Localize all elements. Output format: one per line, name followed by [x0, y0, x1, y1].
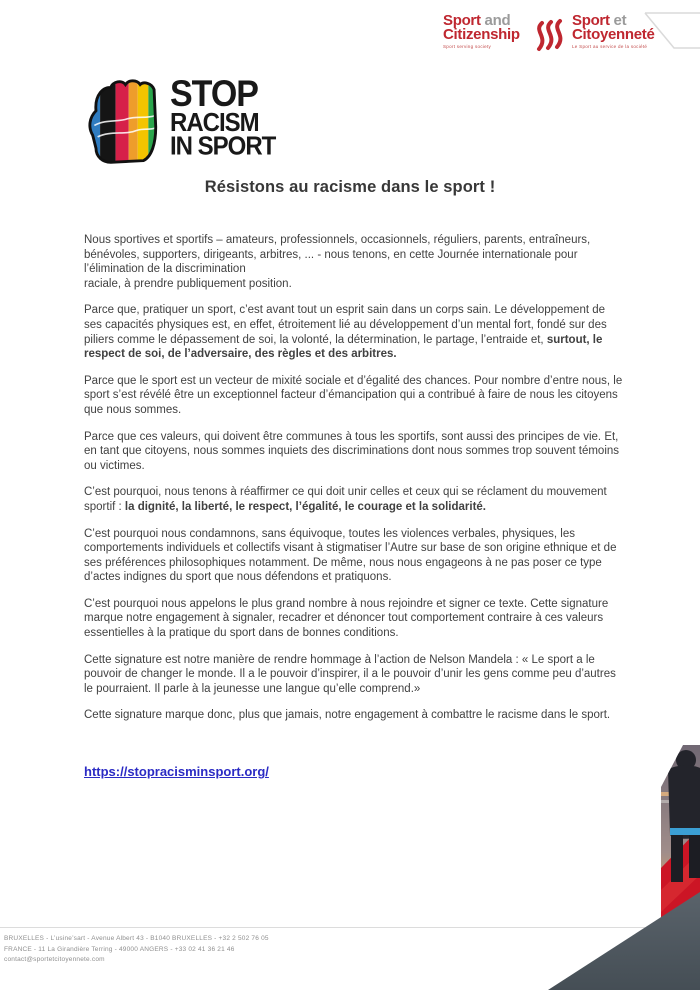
- page-title: Résistons au racisme dans le sport !: [204, 178, 496, 196]
- brand-fr-line1: Sport et: [572, 12, 627, 29]
- paragraph-4: Parce que ces valeurs, qui doivent être communes à tous les sportifs, sont aussi des principes de vie. Et, en tant que citoyens, nous sommes inquiets des discriminations dont nous sommes trop souvent témoins ou victimes.: [84, 430, 620, 472]
- paragraph-5: C’est pourquoi, nous tenons à réaffirmer ce qui doit unir celles et ceux qui se réclament du mouvement sportif : la dignité, la liberté, le respect, l’égalité, le courage et la solidarité.: [84, 486, 607, 513]
- brand-en-line1: Sport and: [443, 12, 511, 29]
- footer-line-email: contact@sportetcitoyennete.com: [4, 956, 105, 963]
- paragraph-9: Cette signature marque donc, plus que jamais, notre engagement à combattre le racisme dans le sport.: [84, 709, 611, 722]
- triple-s-icon: [530, 18, 568, 58]
- paragraph-8: Cette signature est notre manière de rendre hommage à l’action de Nelson Mandela : « Le sport a le pouvoir de changer le monde. Il a le pouvoir d’inspirer, il a le pouvoir d’unir les gens comme peu d’autres le pourraient. Il parle à la jeunesse une langue qu’elle comprend.»: [84, 653, 616, 695]
- paragraph-2: Parce que, pratiquer un sport, c’est avant tout un esprit sain dans un corps sain. Le développement de ses capacités physiques est, en effet, étroitement lié au développement d’un mental fort, fondé sur des piliers comme le dépassement de soi, la volonté, la détermination, le partage, l’entraide et, surtout, le respect de soi, de l’adversaire, des règles et des arbitres.: [84, 304, 607, 361]
- paragraph-3: Parce que le sport est un vecteur de mixité sociale et d’égalité des chances. Pour nombre d’entre nous, le sport s’est révélé être un exceptionnel facteur d’émancipation qui a contribué à faire de nous les citoyens que nous sommes.: [84, 374, 623, 416]
- brand-en-tagline: Sport serving society: [443, 44, 492, 49]
- paragraph-1: Nous sportives et sportifs – amateurs, professionnels, occasionnels, réguliers, parents, entraîneurs, bénévoles, supporters, dirigeants, arbitres, ... - nous tenons, en cette Journée internationale pour l’élimination de la discrimination raciale, à prendre publiquement position.: [84, 234, 591, 290]
- corner-slate-band: [548, 892, 700, 990]
- corner-chevron-icon: [638, 10, 700, 52]
- header: [0, 10, 700, 70]
- rainbow-fist-icon: [86, 78, 160, 168]
- stop-logo-text: STOP RACISM IN SPORT: [170, 73, 276, 162]
- footer-line-brussels: BRUXELLES - L’usine’sart - Avenue Albert 43 - B1040 BRUXELLES - +32 2 502 76 05: [4, 935, 269, 942]
- brand-fr-tagline: Le Sport au service de la société: [572, 44, 648, 49]
- brand-en-line2: Citizenship: [443, 26, 520, 43]
- brand-fr-line2: Citoyenneté: [572, 26, 655, 43]
- footer-addresses: [4, 934, 269, 966]
- body-text: [84, 233, 624, 781]
- sport-and-citizenship-logo: [443, 14, 520, 50]
- footer-line-france: FRANCE - 11 La Girandière Terring - 49000 ANGERS - +33 02 41 36 21 46: [4, 945, 235, 953]
- paragraph-7: C’est pourquoi nous appelons le plus grand nombre à nous rejoindre et signer ce texte. Cette signature marque notre engagement à signaler, recadrer et dénoncer tout comportement contraire à ces valeurs essentielles à la pratique du sport dans de bonnes conditions.: [84, 597, 609, 640]
- stop-racism-in-sport-logo: [86, 73, 276, 168]
- paragraph-6: C’est pourquoi nous condamnons, sans équivoque, toutes les violences verbales, physiques, les comportements individuels et collectifs visant à stigmatiser l’Autre sur base de son origine ethnique et de ses préférences philosophiques notamment. De même, nous nous engageons à ne pas poser ce type d’actes indignes du sport que nous défendons et pratiquons.: [84, 527, 617, 584]
- corner-artwork: [540, 740, 700, 990]
- petition-link[interactable]: https://stopracisminsport.org/: [84, 764, 269, 780]
